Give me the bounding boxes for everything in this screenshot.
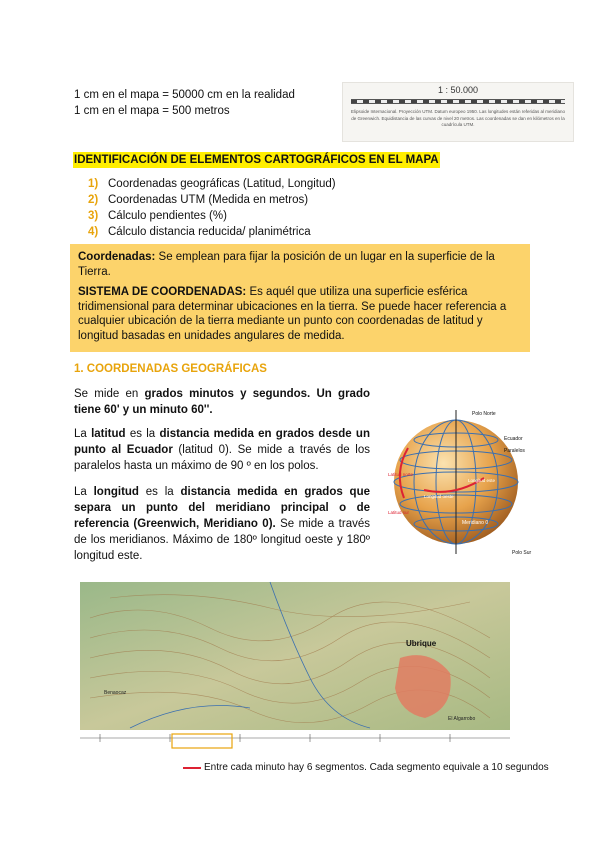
section-title: 1. COORDENADAS GEOGRÁFICAS [74,363,267,375]
topographic-map [70,578,510,760]
coordenadas-definition: Coordenadas: Se emplean para fijar la posición de un lugar en la superficie de la Tierra. [78,251,495,278]
highlighted-minute [172,734,232,748]
paragraph-grados: Se mide en grados minutos y segundos. Un grado tiene 60' y un minuto 60''. [74,388,370,416]
label-latitud-norte: Latitud norte [388,472,414,477]
label-ecuador: Ecuador [504,436,523,442]
map-terrain [80,582,510,730]
list-item: 1) Coordenadas geográficas (Latitud, Longitud) [88,178,336,190]
label-polo-sur: Polo Sur [512,550,532,556]
sistema-definition: SISTEMA DE COORDENADAS: Es aquél que utiliza una superficie esférica tridimensional para determinar ubicaciones en la tierra. Se puede hacer referencia a cualquier ubicación de la tierra mediante un punto con coordenadas de latitud y longitud basadas en unidades angulares de medida. [78,286,507,342]
list-item: 3) Cálculo pendientes (%) [88,210,227,222]
label-polo-norte: Polo Norte [472,411,496,417]
scale-ratio: 1 : 50.000 [437,85,479,95]
list-item: 2) Coordenadas UTM (Medida en metros) [88,194,309,206]
paragraph-latitud: La latitud es la distancia medida en grados desde un punto al Ecuador (latitud 0). Se mide a través de los paralelos hasta un máximo de 90 º en los polos. [74,428,370,472]
label-longitud-oeste: Longitud oeste [424,494,454,499]
map-caption: Entre cada minuto hay 6 segmentos. Cada segmento equivale a 10 segundos [204,762,549,773]
section-heading: IDENTIFICACIÓN DE ELEMENTOS CARTOGRÁFICOS EN EL MAPA [74,154,439,166]
scale-equivalence-2: 1 cm en el mapa = 500 metros [74,105,230,117]
label-longitud-este: Longitud este [468,478,496,483]
elements-list [88,176,336,240]
place-label: Benaocaz [104,690,127,696]
list-item: 4) Cálculo distancia reducida/ planimétrica [88,226,311,238]
place-label: El Algarrobo [448,716,476,722]
caption-arrow [183,767,201,769]
label-paralelos: Paralelos [504,448,525,454]
scale-bar-image [342,82,574,142]
scale-equivalence-1: 1 cm en el mapa = 50000 cm en la realidad [74,89,295,101]
scale-bar [351,99,565,104]
globe-diagram [384,402,534,558]
scale-note: Elipsoide Internacional. Proyección UTM. Datum europeo 1950. Las longitudes están referidas al meridiano de Greenwich. Equidistancia de las curvas de nivel 20 metros. Las coordenadas se dan en kilómetros en la cuadrícula UTM. [350,109,566,127]
paragraph-longitud: La longitud es la distancia medida en grados que separa un punto del meridiano principal o de referencia (Greenwich, Meridiano 0). Se mide a través de los meridianos. Máximo de 180º longitud oeste y 180º longitud este. [74,486,370,562]
town-label: Ubrique [406,639,437,648]
label-meridiano: Meridiano 0 [462,520,489,526]
label-latitud-sur: Latitud sur [388,510,410,515]
definition-box [70,244,530,352]
